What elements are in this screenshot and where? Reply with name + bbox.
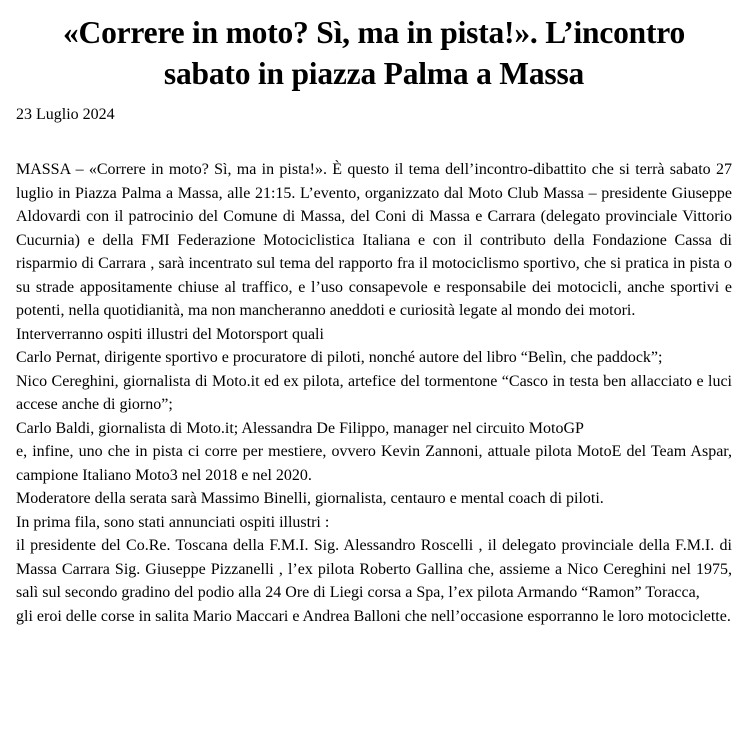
paragraph-guest-zannoni: e, infine, uno che in pista ci corre per mestiere, ovvero Kevin Zannoni, attuale pilota MotoE del Team Aspar, campione Italiano Moto3 nel 2018 e nel 2020. <box>16 443 732 484</box>
paragraph-guest-pernat: Carlo Pernat, dirigente sportivo e procuratore di piloti, nonché autore del libro “Belìn, che paddock”; <box>16 349 663 366</box>
article-page <box>0 12 748 729</box>
paragraph-hill-climb-heroes: gli eroi delle corse in salita Mario Maccari e Andrea Balloni che nell’occasione esporranno le loro motociclette. <box>16 607 731 625</box>
article-title: «Correre in moto? Sì, ma in pista!». L’incontro sabato in piazza Palma a Massa <box>62 15 686 91</box>
paragraph-front-row-guests: il presidente del Co.Re. Toscana della F.M.I. Sig. Alessandro Roscelli , il delegato provinciale della F.M.I. di Massa Carrara Sig. Giuseppe Pizzanelli , l’ex pilota Roberto Gallina che, assieme a Nico Cereghini nel 1975, salì sul secondo gradino del podio alla 24 Ore di Liegi corsa a Spa, l’ex pilota Armando “Ramon” Toracca, <box>16 537 732 601</box>
paragraph-guests-heading: Interverranno ospiti illustri del Motorsport quali <box>16 325 324 343</box>
paragraph-moderator: Moderatore della serata sarà Massimo Binelli, giornalista, centauro e mental coach di piloti. <box>16 490 604 507</box>
article-date: 23 Luglio 2024 <box>16 106 115 123</box>
paragraph-guest-baldi: Carlo Baldi, giornalista di Moto.it; Alessandra De Filippo, manager nel circuito MotoGP <box>16 419 584 437</box>
paragraph-front-row: In prima fila, sono stati annunciati ospiti illustri : <box>16 513 330 531</box>
paragraph-intro: MASSA – «Correre in moto? Sì, ma in pista!». È questo il tema dell’incontro-dibattito che si terrà sabato 27 luglio in Piazza Palma a Massa, alle 21:15. L’evento, organizzato dal Moto Club Massa – presidente Giuseppe Aldovardi con il patrocinio del Comune di Massa, del Coni di Massa e Carrara (delegato provinciale Vittorio Cucurnia) e della FMI Federazione Motociclistica Italiana e con il contributo della Fondazione Cassa di risparmio di Carrara , sarà incentrato sul tema del rapporto fra il motociclismo sportivo, che si pratica in pista o su strade appositamente chiuse al traffico, e l’uso consapevole e responsabile dei motocicli, anche sportivi e potenti, nella quotidianità, ma non mancheranno aneddoti e curiosità legate al mondo dei motori. <box>16 161 732 319</box>
article-body <box>16 158 732 628</box>
paragraph-guest-cereghini: Nico Cereghini, giornalista di Moto.it ed ex pilota, artefice del tormentone “Casco in testa ben allacciato e luci accese anche di giorno”; <box>16 372 732 413</box>
